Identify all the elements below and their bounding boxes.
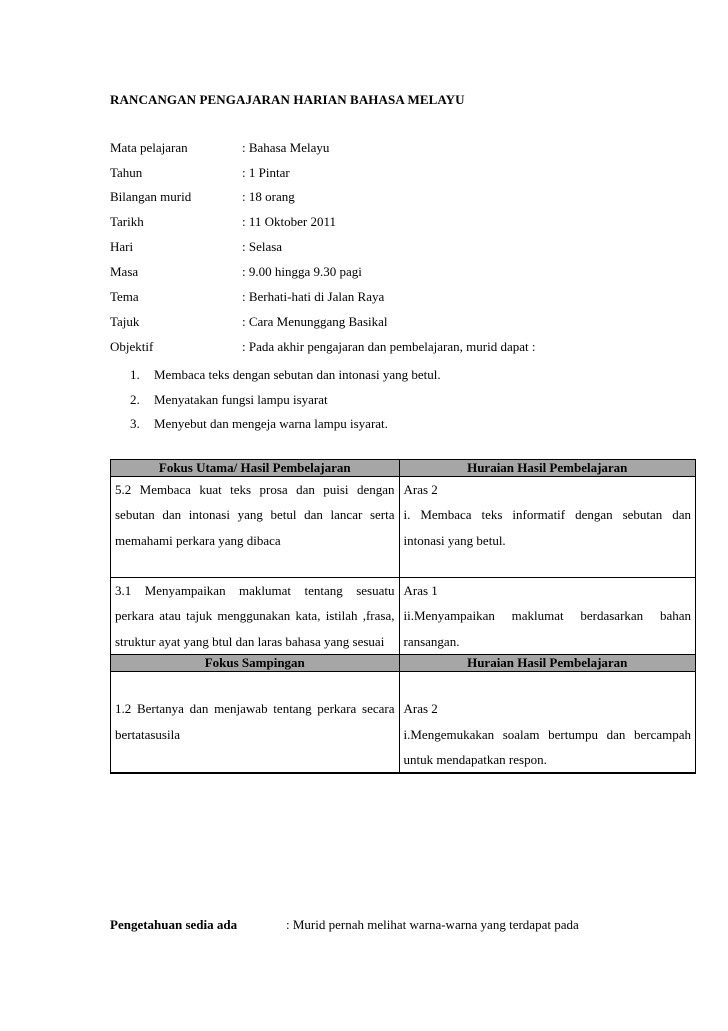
info-label: Hari xyxy=(110,239,134,254)
table-row xyxy=(111,477,695,578)
info-value: : Berhati-hati di Jalan Raya xyxy=(242,289,385,304)
table-cell: 1.2 Bertanya dan menjawab tentang perkara secara bertatasusila xyxy=(111,672,399,773)
table-header-cell: Huraian Hasil Pembelajaran xyxy=(399,460,695,477)
list-number: 3. xyxy=(130,416,140,431)
info-value: : Pada akhir pengajaran dan pembelajaran, murid dapat : xyxy=(242,339,536,354)
table-header-cell: Huraian Hasil Pembelajaran xyxy=(399,655,695,672)
document-title: RANCANGAN PENGAJARAN HARIAN BAHASA MELAYU xyxy=(110,92,465,107)
level-label: Aras 2 xyxy=(403,701,438,717)
info-value: : 1 Pintar xyxy=(242,165,290,180)
table-header-cell: Fokus Sampingan xyxy=(111,655,399,672)
info-label: Mata pelajaran xyxy=(110,140,188,155)
level-label: Aras 2 xyxy=(403,482,438,497)
table-header-row xyxy=(111,460,695,477)
table-cell xyxy=(399,578,695,655)
list-item xyxy=(130,366,441,391)
info-label: Tema xyxy=(110,289,139,304)
list-number: 1. xyxy=(130,367,140,382)
info-value: : 18 orang xyxy=(242,189,295,204)
info-value: : Cara Menunggang Basikal xyxy=(242,314,388,329)
table-cell: 3.1 Menyampaikan maklumat tentang sesuatu perkara atau tajuk menggunakan kata, istilah ,frasa, struktur ayat yang btul dan laras bahasa yang sesuai xyxy=(111,578,399,655)
outcome-text: i. Membaca teks informatif dengan sebutan dan intonasi yang betul. xyxy=(403,507,691,548)
list-text: Membaca teks dengan sebutan dan intonasi yang betul. xyxy=(154,367,441,382)
table-row xyxy=(111,672,695,773)
list-text: Menyatakan fungsi lampu isyarat xyxy=(154,391,328,407)
info-label: Objektif xyxy=(110,339,154,354)
info-label: Masa xyxy=(110,264,139,279)
prior-knowledge-value: : Murid pernah melihat warna-warna yang terdapat pada xyxy=(286,917,579,932)
info-value: : 11 Oktober 2011 xyxy=(242,214,336,229)
info-label: Tarikh xyxy=(110,214,144,229)
prior-knowledge-label: Pengetahuan sedia ada xyxy=(110,917,238,932)
level-label: Aras 1 xyxy=(403,583,438,598)
outcome-text: ii.Menyampaikan maklumat berdasarkan bahan ransangan. xyxy=(403,608,691,649)
list-item xyxy=(130,391,441,416)
list-item xyxy=(130,415,441,440)
table-row xyxy=(111,578,695,655)
info-label: Bilangan murid xyxy=(110,189,192,204)
outcome-text: i.Mengemukakan soalam bertumpu dan bercampah untuk mendapatkan respon. xyxy=(403,726,691,768)
learning-outcomes-table xyxy=(110,459,696,774)
table-cell xyxy=(399,477,695,578)
info-label: Tahun xyxy=(110,165,143,180)
info-value: : 9.00 hingga 9.30 pagi xyxy=(242,264,362,279)
info-value: : Selasa xyxy=(242,239,283,254)
info-label: Tajuk xyxy=(110,314,140,329)
list-number: 2. xyxy=(130,391,140,407)
list-text: Menyebut dan mengeja warna lampu isyarat. xyxy=(154,416,388,431)
prior-knowledge-row xyxy=(110,917,579,933)
table-cell xyxy=(399,672,695,773)
table-header-row xyxy=(111,655,695,672)
table-header-cell: Fokus Utama/ Hasil Pembelajaran xyxy=(111,460,399,477)
info-value: : Bahasa Melayu xyxy=(242,140,330,155)
objectives-list xyxy=(130,366,441,440)
table-cell: 5.2 Membaca kuat teks prosa dan puisi dengan sebutan dan intonasi yang betul dan lancar serta memahami perkara yang dibaca xyxy=(111,477,399,578)
